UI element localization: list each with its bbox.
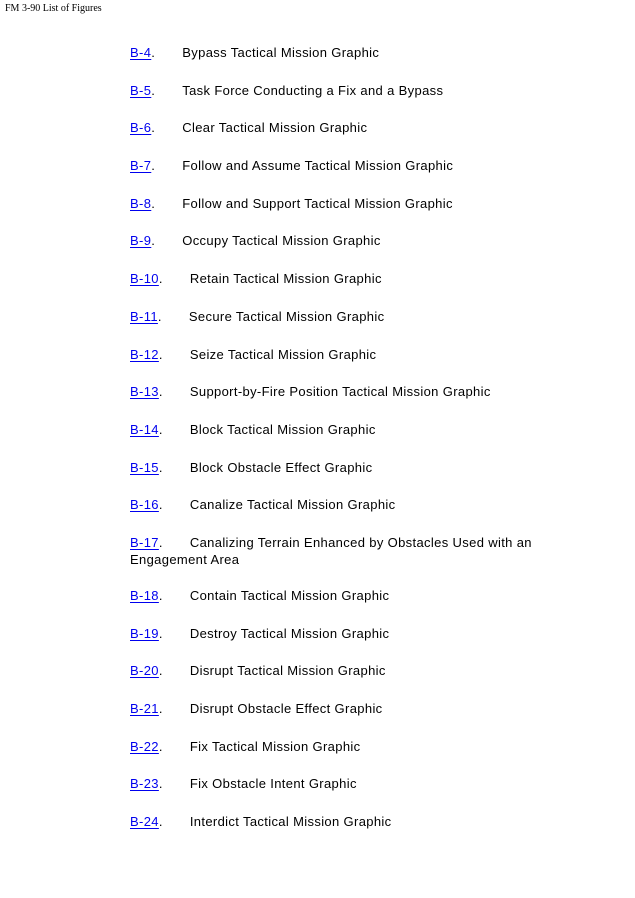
figure-number-link[interactable]: B-10 [130, 271, 159, 287]
figure-list-item [130, 700, 535, 717]
figure-number-period: . [158, 534, 163, 550]
figure-number-period: . [158, 701, 163, 716]
figure-list-item [130, 738, 535, 755]
figure-list-item [130, 195, 535, 212]
figure-title: Occupy Tactical Mission Graphic [182, 233, 381, 249]
figure-number-link[interactable]: B-5 [130, 82, 152, 98]
figure-list-item [130, 534, 535, 568]
figure-number-period: . [151, 195, 156, 211]
figure-title: Canalize Tactical Mission Graphic [189, 497, 396, 513]
figure-number-period: . [158, 459, 163, 475]
figure-title: Interdict Tactical Mission Graphic [189, 814, 392, 830]
figure-number-period: . [151, 82, 156, 98]
figure-number-period: . [158, 663, 163, 679]
figure-number-link[interactable]: B-18 [130, 587, 159, 603]
figure-number-link[interactable]: B-7 [130, 158, 152, 174]
figure-number-period: . [158, 384, 163, 400]
figure-number-link[interactable]: B-8 [130, 195, 152, 211]
figure-number-link[interactable]: B-21 [130, 701, 159, 716]
figure-number-period: . [158, 497, 163, 513]
figure-number-period: . [157, 308, 162, 324]
figure-list-item [130, 662, 535, 679]
figure-number-period: . [151, 233, 156, 249]
figure-title: Support-by-Fire Position Tactical Mission Graphic [189, 384, 491, 400]
figure-number-link[interactable]: B-17 [130, 534, 159, 550]
figure-number-period: . [151, 120, 156, 136]
figure-number-link[interactable]: B-9 [130, 233, 152, 249]
figure-title: Block Tactical Mission Graphic [189, 421, 376, 437]
figure-title: Follow and Support Tactical Mission Graphic [182, 195, 453, 211]
page-header: FM 3-90 List of Figures [5, 3, 102, 14]
figure-number-period: . [151, 158, 156, 174]
figure-number-link[interactable]: B-15 [130, 459, 159, 475]
figure-title: Contain Tactical Mission Graphic [189, 587, 390, 603]
figure-number-link[interactable]: B-20 [130, 663, 159, 679]
figure-number-link[interactable]: B-6 [130, 120, 152, 136]
figure-number-period: . [158, 346, 163, 362]
figure-list-item [130, 459, 535, 476]
figure-number-period: . [158, 587, 163, 603]
figure-title: Fix Tactical Mission Graphic [189, 738, 361, 754]
figure-list-item [130, 308, 535, 325]
figure-title: Fix Obstacle Intent Graphic [189, 776, 357, 792]
figure-number-period: . [158, 814, 163, 830]
figure-title: Disrupt Tactical Mission Graphic [189, 663, 386, 679]
figure-number-period: . [158, 776, 163, 792]
figure-title: Retain Tactical Mission Graphic [189, 271, 382, 287]
figure-number-link[interactable]: B-24 [130, 814, 159, 830]
figure-list-item [130, 82, 535, 99]
figure-list-item [130, 346, 535, 363]
figure-number-link[interactable]: B-13 [130, 384, 159, 400]
figure-list-item [130, 496, 535, 513]
figure-number-link[interactable]: B-4 [130, 45, 152, 60]
figure-number-period: . [158, 421, 163, 437]
figure-list-item [130, 157, 535, 174]
figure-list-item [130, 119, 535, 136]
figure-title: Block Obstacle Effect Graphic [189, 459, 373, 475]
figure-list-item [130, 813, 535, 830]
figure-number-period: . [158, 271, 163, 287]
figure-number-link[interactable]: B-12 [130, 346, 159, 362]
figure-title: Canalizing Terrain Enhanced by Obstacles Used with an Engagement Area [130, 534, 532, 567]
figure-title: Clear Tactical Mission Graphic [182, 120, 368, 136]
figure-list-item [130, 383, 535, 400]
figure-title: Secure Tactical Mission Graphic [188, 308, 385, 324]
figure-list-item [130, 270, 535, 287]
figure-title: Disrupt Obstacle Effect Graphic [189, 701, 383, 716]
figure-list [130, 44, 535, 851]
figure-list-item [130, 421, 535, 438]
figure-title: Task Force Conducting a Fix and a Bypass [182, 82, 444, 98]
figure-number-link[interactable]: B-11 [130, 308, 158, 324]
figure-list-item [130, 775, 535, 792]
figure-list-item [130, 44, 535, 61]
figure-list-item [130, 232, 535, 249]
figure-number-link[interactable]: B-14 [130, 421, 159, 437]
figure-number-link[interactable]: B-16 [130, 497, 159, 513]
figure-number-period: . [151, 45, 156, 60]
figure-list-item [130, 625, 535, 642]
figure-number-period: . [158, 738, 163, 754]
figure-number-link[interactable]: B-22 [130, 738, 159, 754]
figure-title: Follow and Assume Tactical Mission Graphic [182, 158, 454, 174]
figure-number-period: . [158, 625, 163, 641]
figure-number-link[interactable]: B-23 [130, 776, 159, 792]
figure-title: Seize Tactical Mission Graphic [189, 346, 377, 362]
figure-list-item [130, 587, 535, 604]
figure-number-link[interactable]: B-19 [130, 625, 159, 641]
figure-title: Bypass Tactical Mission Graphic [182, 45, 380, 60]
figure-title: Destroy Tactical Mission Graphic [189, 625, 390, 641]
